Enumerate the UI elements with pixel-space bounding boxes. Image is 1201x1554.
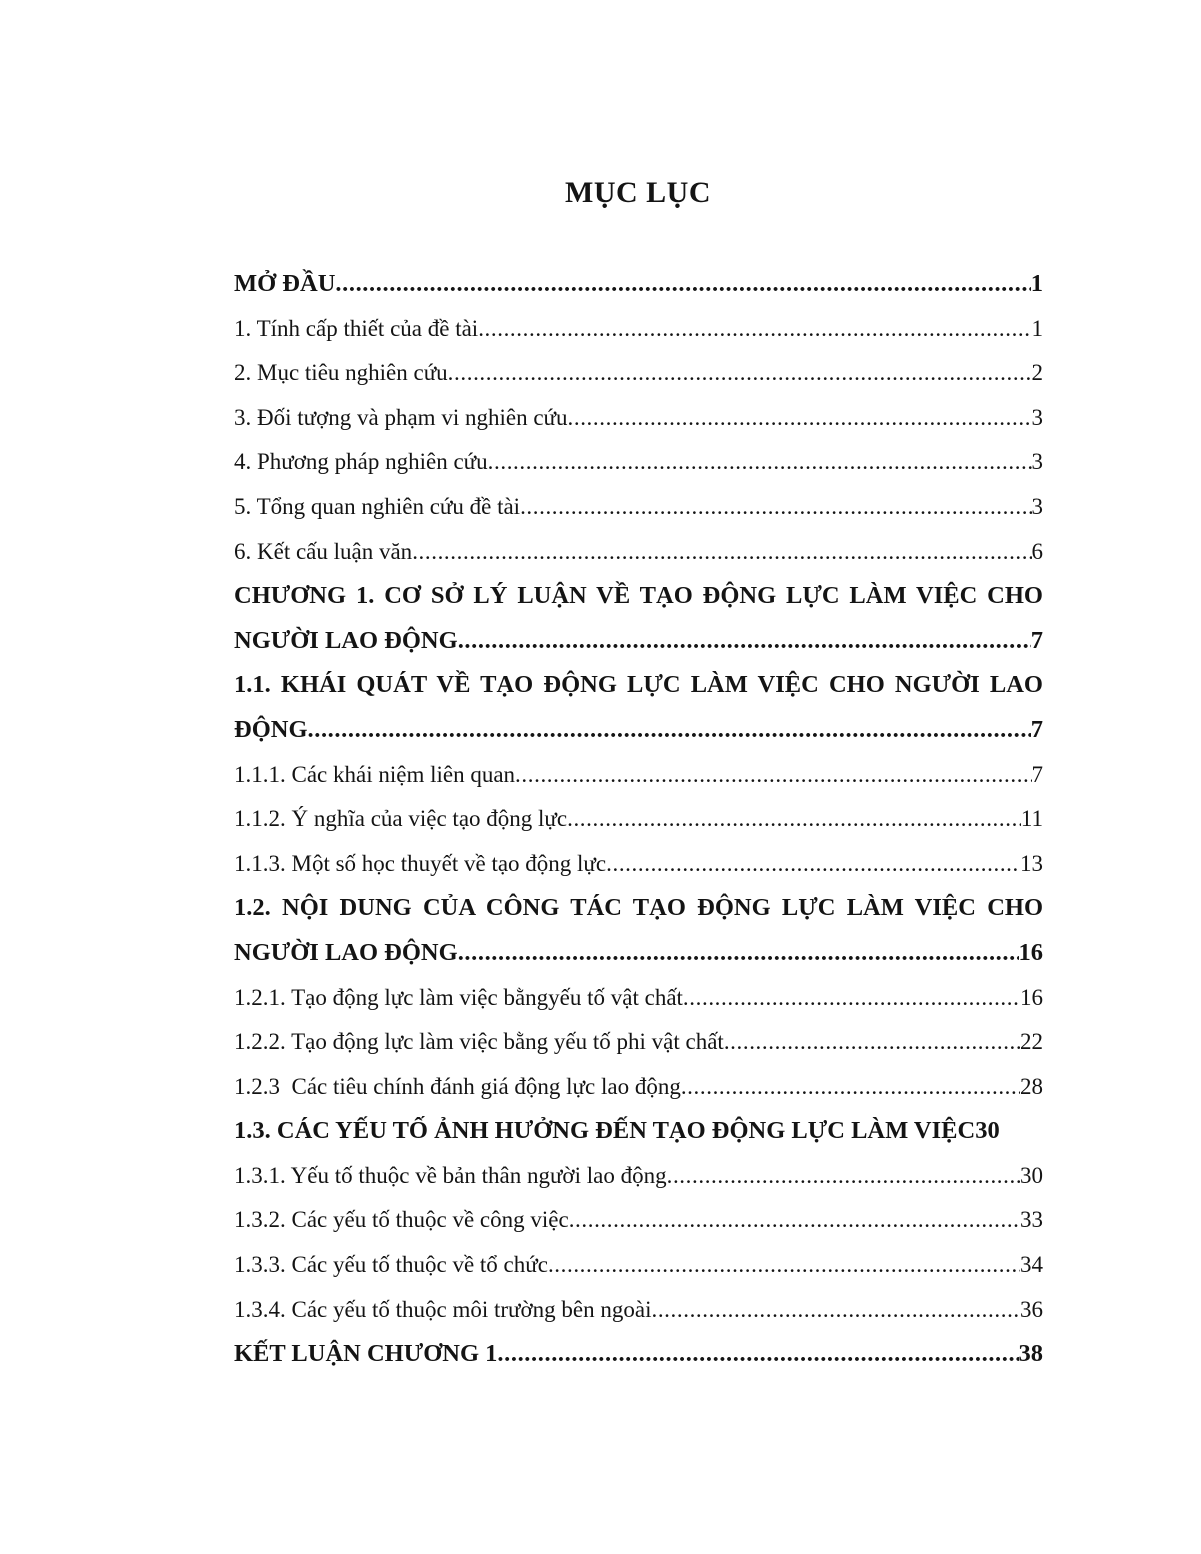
toc-entry-label: 1.2.2. Tạo động lực làm việc bằng yếu tố phi vật chất	[234, 1029, 724, 1055]
toc-entry-label: 1.1. KHÁI QUÁT VỀ TẠO ĐỘNG LỰC LÀM VIỆC CHO NGƯỜI LAO	[234, 671, 1043, 699]
toc-entry-1-1-3[interactable]	[234, 842, 1043, 887]
toc-entry-label: 5. Tổng quan nghiên cứu đề tài	[234, 493, 521, 519]
toc-entry-page: 16	[1020, 984, 1043, 1010]
toc-entry-label: 4. Phương pháp nghiên cứu	[234, 449, 488, 475]
toc-entry-page: 7	[1030, 715, 1043, 743]
toc-entry-label: ĐỘNG	[234, 715, 308, 743]
toc-entry-1-2-1[interactable]	[234, 976, 1043, 1021]
toc-entry-page: 30	[1020, 1162, 1043, 1188]
table-of-contents	[234, 262, 1043, 1377]
toc-entry-page: 28	[1020, 1073, 1043, 1099]
toc-entry-1-2-line1[interactable]	[234, 886, 1043, 931]
dot-leader	[681, 1065, 1020, 1110]
toc-entry-page: 1	[1031, 315, 1043, 341]
toc-entry-page: 16	[1018, 938, 1043, 966]
toc-entry-ket-luan-chuong-1[interactable]	[234, 1332, 1043, 1377]
dot-leader	[568, 396, 1032, 441]
dot-leader	[448, 351, 1032, 396]
toc-entry-label: 6. Kết cấu luận văn	[234, 538, 413, 564]
toc-entry-1-2-3[interactable]	[234, 1065, 1043, 1110]
toc-entry-1-3-1[interactable]	[234, 1154, 1043, 1199]
toc-entry-page: 3	[1031, 404, 1043, 430]
toc-entry-label: 1.3.2. Các yếu tố thuộc về công việc	[234, 1207, 569, 1233]
toc-entry-4[interactable]	[234, 440, 1043, 485]
toc-entry-page: 7	[1030, 626, 1043, 654]
toc-entry-label: 1.2.3 Các tiêu chính đánh giá động lực lao động	[234, 1073, 681, 1099]
toc-entry-mo-dau[interactable]	[234, 262, 1043, 307]
dot-leader	[478, 307, 1031, 352]
toc-entry-label: 1. Tính cấp thiết của đề tài	[234, 315, 479, 341]
toc-entry-page: 11	[1020, 806, 1043, 832]
toc-entry-page: 7	[1031, 761, 1043, 787]
dot-leader	[515, 753, 1031, 798]
toc-entry-page: 38	[1018, 1340, 1043, 1368]
toc-entry-label: NGƯỜI LAO ĐỘNG	[234, 938, 458, 966]
toc-entry-page: 22	[1020, 1029, 1043, 1055]
toc-entry-1-1-1[interactable]	[234, 753, 1043, 798]
toc-title: MỤC LỤC	[565, 176, 711, 209]
toc-entry-1[interactable]	[234, 307, 1043, 352]
dot-leader	[606, 842, 1020, 887]
toc-entry-page: 3	[1031, 449, 1043, 475]
toc-entry-1-1-line2[interactable]	[234, 708, 1043, 753]
toc-entry-label: 1.3.4. Các yếu tố thuộc môi trường bên ngoài	[234, 1296, 652, 1322]
dot-leader	[458, 619, 1031, 664]
toc-entry-label: 1.3. CÁC YẾU TỐ ẢNH HƯỞNG ĐẾN TẠO ĐỘNG LỰC LÀM VIỆC	[234, 1117, 976, 1145]
toc-entry-page: 30	[975, 1117, 1000, 1145]
toc-entry-1-2-line2[interactable]	[234, 931, 1043, 976]
toc-entry-1-1-line1[interactable]	[234, 663, 1043, 708]
toc-entry-page: 6	[1031, 538, 1043, 564]
dot-leader	[488, 440, 1032, 485]
dot-leader	[458, 931, 1019, 976]
toc-entry-page: 36	[1020, 1296, 1043, 1322]
toc-entry-1-3-2[interactable]	[234, 1198, 1043, 1243]
dot-leader	[724, 1020, 1020, 1065]
toc-entry-label: 1.3.1. Yếu tố thuộc về bản thân người lao động	[234, 1162, 667, 1188]
toc-entry-2[interactable]	[234, 351, 1043, 396]
toc-entry-page: 33	[1020, 1207, 1043, 1233]
toc-entry-label: 3. Đối tượng và phạm vi nghiên cứu	[234, 404, 568, 430]
toc-entry-3[interactable]	[234, 396, 1043, 441]
dot-leader	[569, 1198, 1020, 1243]
toc-entry-chuong-1-line1[interactable]	[234, 574, 1043, 619]
toc-entry-1-3-4[interactable]	[234, 1288, 1043, 1333]
toc-entry-page: 13	[1020, 850, 1043, 876]
toc-entry-label: 1.3.3. Các yếu tố thuộc về tổ chức	[234, 1252, 548, 1278]
toc-entry-page: 3	[1031, 493, 1043, 519]
toc-entry-label: CHƯƠNG 1. CƠ SỞ LÝ LUẬN VỀ TẠO ĐỘNG LỰC LÀM VIỆC CHO	[234, 582, 1043, 610]
toc-entry-page: 2	[1031, 360, 1043, 386]
toc-entry-page: 1	[1030, 270, 1043, 297]
toc-entry-1-3-3[interactable]	[234, 1243, 1043, 1288]
dot-leader	[667, 1154, 1020, 1199]
toc-entry-label: 1.2. NỘI DUNG CỦA CÔNG TÁC TẠO ĐỘNG LỰC LÀM VIỆC CHO	[234, 894, 1043, 922]
dot-leader	[412, 530, 1031, 575]
dot-leader	[651, 1288, 1020, 1333]
dot-leader	[308, 708, 1031, 753]
toc-entry-1-2-2[interactable]	[234, 1020, 1043, 1065]
toc-entry-label: 2. Mục tiêu nghiên cứu	[234, 360, 448, 386]
toc-entry-1-3[interactable]	[234, 1109, 1043, 1154]
dot-leader	[567, 797, 1021, 842]
toc-entry-label: NGƯỜI LAO ĐỘNG	[234, 626, 458, 654]
toc-entry-label: 1.1.1. Các khái niệm liên quan	[234, 761, 516, 787]
toc-entry-label: 1.2.1. Tạo động lực làm việc bằngyếu tố vật chất	[234, 984, 683, 1010]
toc-entry-label: 1.1.2. Ý nghĩa của việc tạo động lực	[234, 806, 568, 832]
dot-leader	[683, 976, 1020, 1021]
toc-entry-5[interactable]	[234, 485, 1043, 530]
toc-entry-chuong-1-line2[interactable]	[234, 619, 1043, 664]
toc-entry-6[interactable]	[234, 530, 1043, 575]
dot-leader	[497, 1332, 1018, 1377]
toc-entry-1-1-2[interactable]	[234, 797, 1043, 842]
toc-entry-page: 34	[1020, 1252, 1043, 1278]
toc-entry-label: 1.1.3. Một số học thuyết về tạo động lực	[234, 850, 607, 876]
toc-entry-label: MỞ ĐẦU	[234, 270, 336, 297]
dot-leader	[335, 262, 1030, 307]
dot-leader	[548, 1243, 1020, 1288]
toc-entry-label: KẾT LUẬN CHƯƠNG 1	[234, 1340, 498, 1368]
dot-leader	[520, 485, 1031, 530]
